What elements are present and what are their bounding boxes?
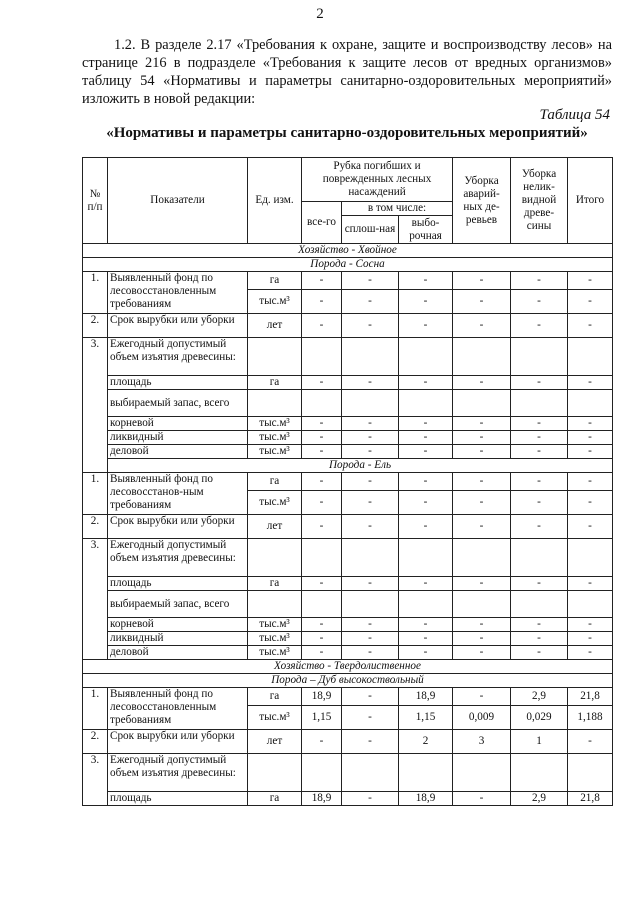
value-cell: 0,029 (511, 706, 568, 730)
value-cell: - (302, 646, 342, 660)
row-label: Срок вырубки или уборки (108, 730, 248, 754)
value-cell: - (342, 792, 399, 806)
value-cell: - (342, 431, 399, 445)
value-cell: - (302, 632, 342, 646)
value-cell: 2,9 (511, 688, 568, 706)
table-header (83, 158, 613, 244)
value-cell: - (302, 730, 342, 754)
value-cell: 1,15 (399, 706, 453, 730)
value-cell: - (399, 473, 453, 491)
value-cell: - (342, 730, 399, 754)
row-label: Ежегодный допустимый объем изъятия древесины: (108, 539, 248, 577)
value-cell: - (453, 272, 511, 290)
value-cell: - (399, 515, 453, 539)
value-cell: 21,8 (568, 792, 613, 806)
value-cell: - (453, 445, 511, 459)
row-label: ликвидный (108, 632, 248, 646)
value-cell: - (399, 646, 453, 660)
value-cell: - (453, 376, 511, 390)
value-cell: - (511, 272, 568, 290)
value-cell: - (342, 314, 399, 338)
unit-cell: тыс.м³ (248, 417, 302, 431)
header-num: № п/п (83, 158, 108, 244)
value-cell: 2 (399, 730, 453, 754)
header-unit: Ед. изм. (248, 158, 302, 244)
unit-cell: га (248, 473, 302, 491)
row-label: деловой (108, 445, 248, 459)
row-label: деловой (108, 646, 248, 660)
header-including: в том числе: (342, 202, 453, 216)
value-cell: - (342, 646, 399, 660)
value-cell: - (453, 618, 511, 632)
value-cell: - (511, 515, 568, 539)
value-cell: - (399, 632, 453, 646)
value-cell: - (511, 632, 568, 646)
value-cell: 18,9 (399, 688, 453, 706)
value-cell: - (399, 417, 453, 431)
value-cell: 21,8 (568, 688, 613, 706)
value-cell: - (399, 272, 453, 290)
value-cell: - (568, 473, 613, 491)
row-label: корневой (108, 618, 248, 632)
value-cell: - (568, 730, 613, 754)
row-label: выбираемый запас, всего (108, 591, 248, 618)
row-number: 3. (83, 539, 108, 660)
intro-text: 1.2. В разделе 2.17 «Требования к охране, защите и воспроизводству лесов» на странице 216 в подразделе «Требования к защите лесов от вредных организмов» таблицу 54 «Нормативы и параметры санитарно-оздоровительных мероприятий» изложить в новой редакции: (82, 37, 612, 107)
value-cell: - (511, 646, 568, 660)
value-cell: - (453, 792, 511, 806)
header-illiquid: Уборка нелик-видной древе-сины (511, 158, 568, 244)
value-cell: - (342, 445, 399, 459)
section-title: Хозяйство - Хвойное (83, 244, 613, 258)
value-cell: - (453, 577, 511, 591)
value-cell: - (511, 431, 568, 445)
value-cell: - (302, 491, 342, 515)
value-cell: - (453, 515, 511, 539)
row-label: Срок вырубки или уборки (108, 515, 248, 539)
value-cell: - (399, 618, 453, 632)
value-cell: - (399, 445, 453, 459)
value-cell: - (511, 618, 568, 632)
unit-cell: тыс.м³ (248, 290, 302, 314)
row-label: выбираемый запас, всего (108, 390, 248, 417)
intro-paragraph (82, 36, 612, 108)
value-cell: - (511, 314, 568, 338)
value-cell: - (453, 314, 511, 338)
value-cell: - (568, 314, 613, 338)
value-cell: - (342, 577, 399, 591)
value-cell: - (399, 376, 453, 390)
value-cell: - (568, 491, 613, 515)
unit-cell: тыс.м³ (248, 706, 302, 730)
value-cell: - (399, 431, 453, 445)
unit-cell: тыс.м³ (248, 491, 302, 515)
table-title: «Нормативы и параметры санитарно-оздоровительных мероприятий» (106, 125, 588, 141)
row-label: Выявленный фонд по лесовосстановленным требованиям (108, 688, 248, 730)
value-cell: - (568, 618, 613, 632)
value-cell: 1,15 (302, 706, 342, 730)
row-label: площадь (108, 376, 248, 390)
value-cell: - (568, 445, 613, 459)
row-label: Выявленный фонд по лесовосстановленным требованиям (108, 272, 248, 314)
value-cell: - (399, 577, 453, 591)
value-cell: - (453, 688, 511, 706)
value-cell: - (568, 431, 613, 445)
table-label: Таблица 54 (539, 107, 610, 123)
unit-cell: тыс.м³ (248, 632, 302, 646)
unit-cell: га (248, 577, 302, 591)
table-body (83, 244, 613, 806)
unit-cell: га (248, 376, 302, 390)
value-cell: - (568, 417, 613, 431)
value-cell: - (302, 376, 342, 390)
header-clear: сплош-ная (342, 216, 399, 244)
value-cell: - (511, 473, 568, 491)
value-cell: - (568, 577, 613, 591)
value-cell: 18,9 (302, 792, 342, 806)
value-cell: - (511, 445, 568, 459)
value-cell: - (568, 272, 613, 290)
value-cell: - (342, 473, 399, 491)
row-label: корневой (108, 417, 248, 431)
value-cell: - (399, 491, 453, 515)
value-cell: 18,9 (399, 792, 453, 806)
value-cell: - (302, 473, 342, 491)
page-number: 2 (316, 6, 324, 22)
row-number: 1. (83, 688, 108, 730)
header-selective: выбо-рочная (399, 216, 453, 244)
value-cell: - (302, 417, 342, 431)
value-cell: - (399, 314, 453, 338)
row-label: Выявленный фонд по лесовосстанов-ным требованиям (108, 473, 248, 515)
section-title: Хозяйство - Твердолиственное (83, 660, 613, 674)
value-cell: - (302, 445, 342, 459)
value-cell: - (568, 632, 613, 646)
value-cell: - (342, 688, 399, 706)
value-cell: - (342, 376, 399, 390)
subsection-title: Порода - Сосна (83, 258, 613, 272)
row-label: Ежегодный допустимый объем изъятия древесины: (108, 754, 248, 792)
value-cell: - (342, 632, 399, 646)
value-cell: - (453, 646, 511, 660)
value-cell: - (302, 314, 342, 338)
value-cell: 3 (453, 730, 511, 754)
value-cell: - (568, 376, 613, 390)
value-cell: - (453, 491, 511, 515)
value-cell: - (568, 515, 613, 539)
value-cell: - (511, 491, 568, 515)
value-cell: - (511, 376, 568, 390)
unit-cell: тыс.м³ (248, 431, 302, 445)
row-number: 2. (83, 314, 108, 338)
unit-cell: га (248, 272, 302, 290)
row-label: Ежегодный допустимый объем изъятия древесины: (108, 338, 248, 376)
header-total: Итого (568, 158, 613, 244)
subsection-title: Порода - Ель (108, 459, 613, 473)
value-cell: - (568, 290, 613, 314)
unit-cell: га (248, 688, 302, 706)
value-cell: - (302, 272, 342, 290)
unit-cell: тыс.м³ (248, 445, 302, 459)
value-cell: - (453, 431, 511, 445)
row-number: 2. (83, 515, 108, 539)
value-cell: - (511, 577, 568, 591)
value-cell: - (302, 515, 342, 539)
header-indicators: Показатели (108, 158, 248, 244)
row-number: 3. (83, 338, 108, 473)
row-label: ликвидный (108, 431, 248, 445)
unit-cell: лет (248, 730, 302, 754)
value-cell: - (342, 491, 399, 515)
value-cell: - (342, 290, 399, 314)
unit-cell: лет (248, 314, 302, 338)
unit-cell: лет (248, 515, 302, 539)
value-cell: - (342, 618, 399, 632)
value-cell: - (453, 417, 511, 431)
value-cell: 1,188 (568, 706, 613, 730)
header-total-felling: все-го (302, 202, 342, 244)
row-label: площадь (108, 792, 248, 806)
header-felling: Рубка погибших и поврежденных лесных насаждений (302, 158, 453, 202)
value-cell: - (302, 577, 342, 591)
value-cell: - (302, 618, 342, 632)
value-cell: 2,9 (511, 792, 568, 806)
value-cell: - (342, 515, 399, 539)
unit-cell: га (248, 792, 302, 806)
value-cell: - (399, 290, 453, 314)
value-cell: - (302, 290, 342, 314)
value-cell: 0,009 (453, 706, 511, 730)
value-cell: - (342, 417, 399, 431)
value-cell: - (511, 417, 568, 431)
row-label: Срок вырубки или уборки (108, 314, 248, 338)
value-cell: 1 (511, 730, 568, 754)
norms-table (82, 157, 613, 806)
header-debris: Уборка аварий-ных де-ревьев (453, 158, 511, 244)
value-cell: - (453, 290, 511, 314)
value-cell: 18,9 (302, 688, 342, 706)
value-cell: - (342, 272, 399, 290)
value-cell: - (302, 431, 342, 445)
row-number: 1. (83, 272, 108, 314)
subsection-title: Порода – Дуб высокоствольный (83, 674, 613, 688)
row-number: 2. (83, 730, 108, 754)
value-cell: - (342, 706, 399, 730)
row-label: площадь (108, 577, 248, 591)
value-cell: - (453, 632, 511, 646)
row-number: 1. (83, 473, 108, 515)
value-cell: - (511, 290, 568, 314)
value-cell: - (453, 473, 511, 491)
value-cell: - (568, 646, 613, 660)
unit-cell: тыс.м³ (248, 618, 302, 632)
unit-cell: тыс.м³ (248, 646, 302, 660)
row-number: 3. (83, 754, 108, 806)
